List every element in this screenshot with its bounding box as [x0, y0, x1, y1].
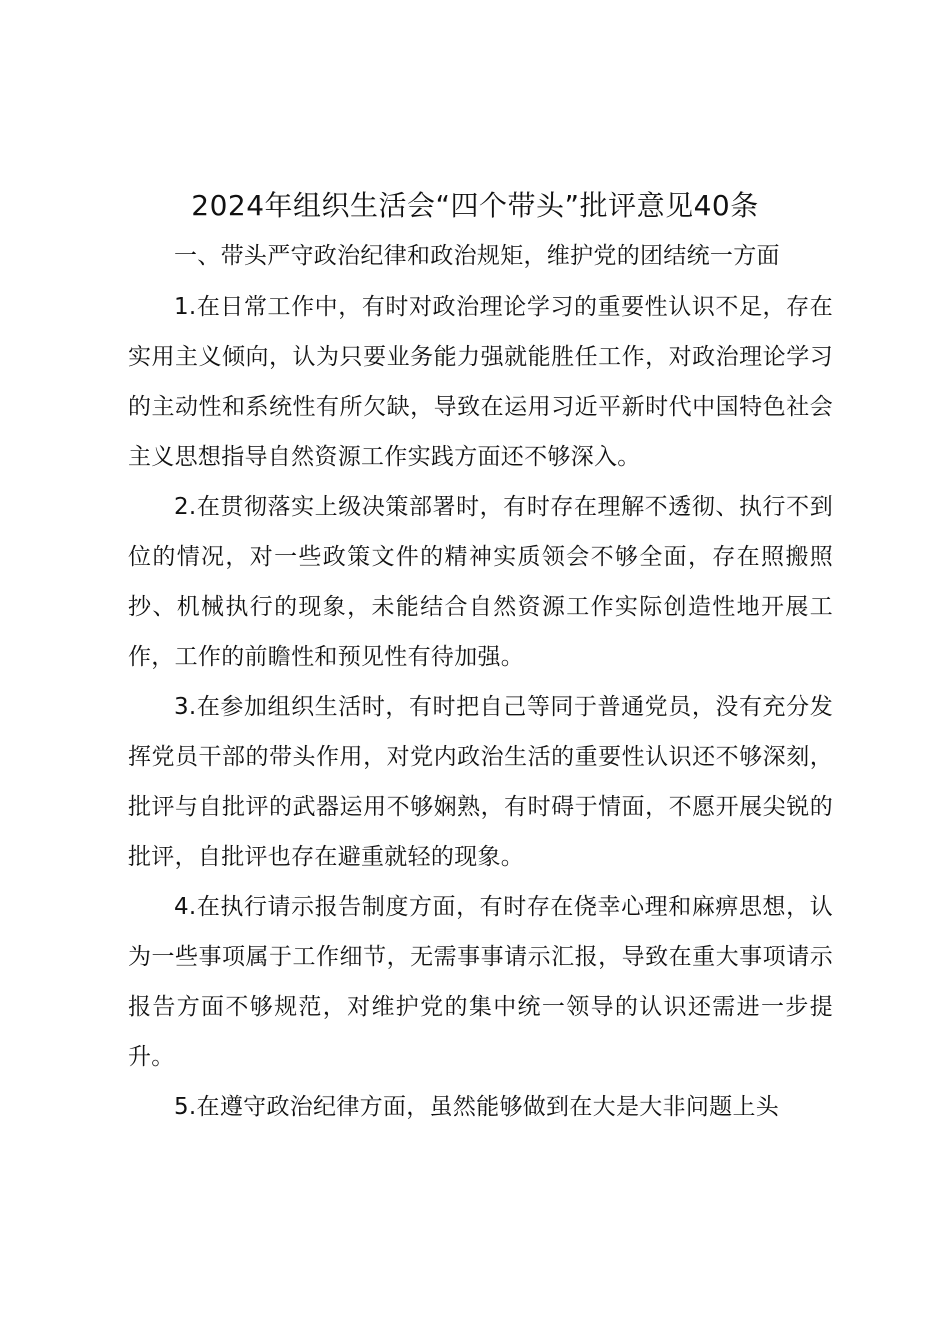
document-title: 2024年组织生活会“四个带头”批评意见40条: [191, 189, 759, 222]
criticism-item-2: 2.在贯彻落实上级决策部署时，有时存在理解不透彻、执行不到位的情况，对一些政策文件的精神实质领会不够全面，存在照搬照抄、机械执行的现象，未能结合自然资源工作实际创造性地开展工作，工作的前瞻性和预见性有待加强。: [128, 494, 833, 670]
criticism-item-3: 3.在参加组织生活时，有时把自己等同于普通党员，没有充分发挥党员干部的带头作用，对党内政治生活的重要性认识还不够深刻，批评与自批评的武器运用不够娴熟，有时碍于情面，不愿开展尖锐的批评，自批评也存在避重就轻的现象。: [128, 694, 833, 870]
document-body: [128, 231, 833, 1132]
section-heading-1: 一、带头严守政治纪律和政治规矩，维护党的团结统一方面: [174, 243, 780, 269]
criticism-item-5: 5.在遵守政治纪律方面，虽然能够做到在大是大非问题上头: [174, 1094, 780, 1120]
criticism-item-4: 4.在执行请示报告制度方面，有时存在侥幸心理和麻痹思想，认为一些事项属于工作细节，无需事事请示汇报，导致在重大事项请示报告方面不够规范，对维护党的集中统一领导的认识还需进一步提升。: [128, 894, 833, 1070]
criticism-item-1: 1.在日常工作中，有时对政治理论学习的重要性认识不足，存在实用主义倾向，认为只要业务能力强就能胜任工作，对政治理论学习的主动性和系统性有所欠缺，导致在运用习近平新时代中国特色社会主义思想指导自然资源工作实践方面还不够深入。: [128, 294, 833, 470]
